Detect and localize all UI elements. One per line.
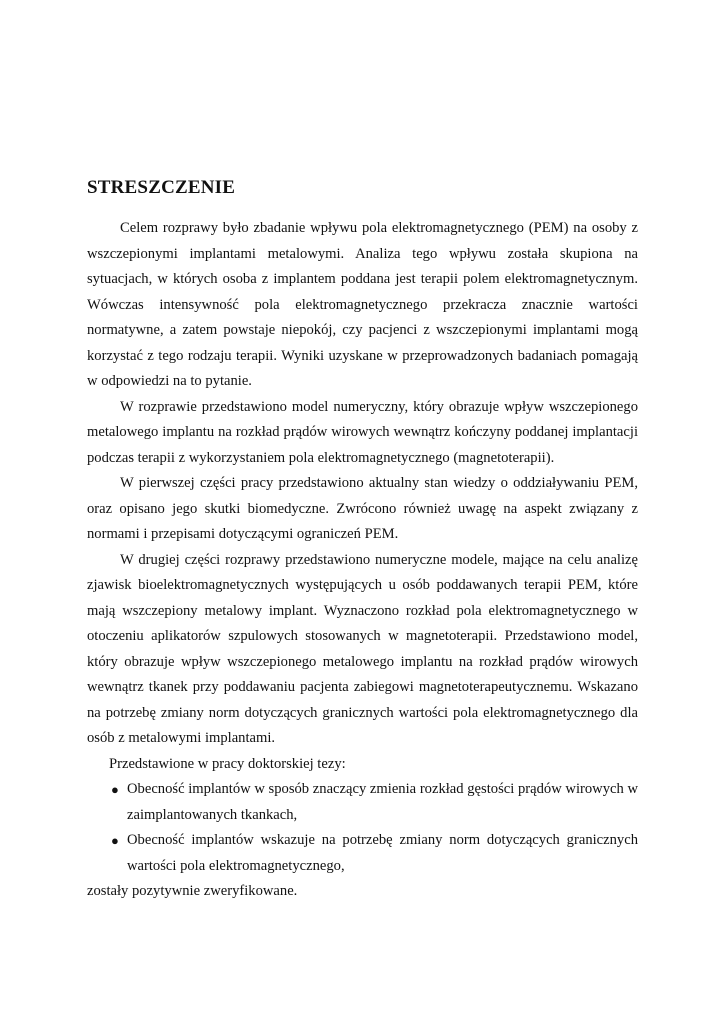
paragraph-purpose: Celem rozprawy było zbadanie wpływu pola elektromagnetycznego (PEM) na osoby z wszczepionymi implantami metalowymi. Analiza tego wpływu została skupiona na sytuacjach, w których osoba z implantem poddana jest terapii polem elektromagnetycznym. Wówczas intensywność pola elektromagnetycznego przekracza znacznie wartości normatywne, a zatem powstaje niepokój, czy pacjenci z wszczepionymi implantami mogą korzystać z tego rodzaju terapii. Wyniki uzyskane w przeprowadzonych badaniach pomagają w odpowiedzi na to pytanie. — [87, 220, 638, 389]
page-title: STRESZCZENIE — [87, 177, 236, 198]
list-item — [87, 828, 638, 879]
bullet-icon: ● — [111, 833, 119, 848]
paragraph-model: W rozprawie przedstawiono model numeryczny, który obrazuje wpływ wszczepionego metalowego implantu na rozkład prądów wirowych wewnątrz kończyny poddanej implantacji podczas terapii z wykorzystaniem pola elektromagnetycznego (magnetoterapii). — [87, 398, 638, 466]
bullet-icon: ● — [111, 782, 119, 797]
abstract-section — [87, 176, 638, 905]
paragraph-part-one: W pierwszej części pracy przedstawiono aktualny stan wiedzy o oddziaływaniu PEM, oraz opisano jego skutki biomedyczne. Zwrócono również uwagę na aspekt związany z normami i przepisami dotyczącymi ograniczeń PEM. — [87, 475, 638, 542]
paragraph-part-two: W drugiej części rozprawy przedstawiono numeryczne modele, mające na celu analizę zjawisk bioelektromagnetycznych występujących u osób poddawanych terapii PEM, które mają wszczepiony metalowy implant. Wyznaczono rozkład pola elektromagnetycznego w otoczeniu aplikatorów szpulowych stosowanych w magnetoterapii. Przedstawiono model, który obrazuje wpływ wszczepionego metalowego implantu na rozkład prądów wirowych wewnątrz tkanek przy poddawaniu pacjenta zabiegowi magnetoterapeutycznemu. Wskazano na potrzebę zmiany norm dotyczących granicznych wartości pola elektromagnetycznego dla osób z metalowymi implantami. — [87, 551, 638, 746]
list-item — [87, 777, 638, 828]
thesis-text: Obecność implantów w sposób znaczący zmienia rozkład gęstości prądów wirowych w zaimplantowanych tkankach, — [127, 781, 638, 823]
thesis-list — [87, 777, 638, 879]
thesis-intro: Przedstawione w pracy doktorskiej tezy: — [109, 755, 346, 772]
closing-line: zostały pozytywnie zweryfikowane. — [87, 883, 298, 899]
thesis-text: Obecność implantów wskazuje na potrzebę zmiany norm dotyczących granicznych wartości pola elektromagnetycznego, — [127, 832, 638, 874]
